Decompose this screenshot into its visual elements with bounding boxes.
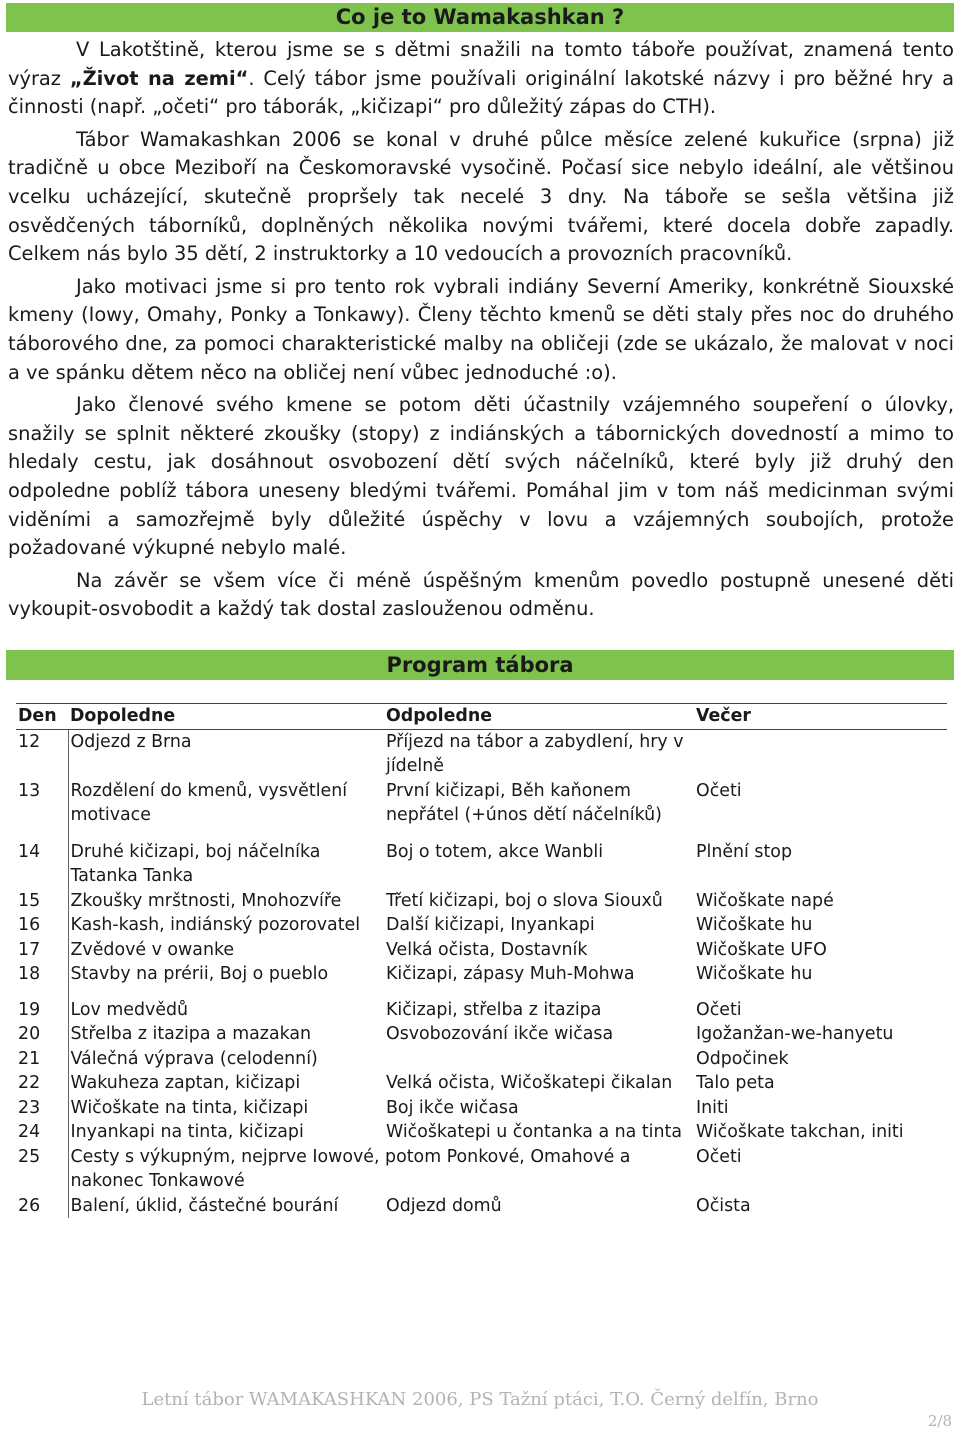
cell-vecer: Initi — [696, 1097, 729, 1118]
table-row — [16, 962, 947, 987]
cell-dopoledne: Cesty s výkupným, nejprve Iowové, potom Ponkové, Omahové a nakonec Tonkawové — [70, 1146, 631, 1191]
header-dopoledne: Dopoledne — [68, 704, 384, 730]
cell-den: 12 — [16, 729, 68, 779]
header-odpoledne: Odpoledne — [384, 704, 694, 730]
table-row — [16, 889, 947, 914]
table-row — [16, 1120, 947, 1145]
table-spacer-row — [16, 828, 947, 840]
page-footer: Letní tábor WAMAKASHKAN 2006, PS Tažní ptáci, T.O. Černý delfín, Brno — [141, 1389, 819, 1410]
cell-vecer: Wičoškate napé — [696, 890, 834, 911]
intro-post: . Celý tábor jsme používali originální lakotské názvy i pro běžné hry a činnosti (např. „očeti“ pro táborák, „kičizapi“ pro důležitý zápas do CTH). — [8, 66, 955, 119]
cell-vecer: Igožanžan-we-hanyetu — [696, 1024, 894, 1044]
cell-vecer: Očeti — [696, 780, 742, 801]
cell-dopoledne: Odjezd z Brna — [70, 731, 192, 752]
table-header-row — [16, 704, 947, 730]
cell-vecer: Wičoškate hu — [696, 915, 813, 935]
program-table — [16, 703, 947, 1218]
paragraph-tribes — [8, 391, 954, 563]
cell-den: 23 — [16, 1096, 68, 1121]
cell-vecer: Očeti — [696, 999, 742, 1020]
cell-dopoledne: Lov medvědů — [70, 999, 189, 1020]
cell-den: 20 — [16, 1022, 68, 1047]
cell-den: 22 — [16, 1071, 68, 1096]
cell-odpoledne: Boj ikče wičasa — [386, 1097, 519, 1118]
cell-dopoledne: Wakuheza zaptan, kičizapi — [70, 1073, 301, 1093]
paragraph-camp-c: Na táboře se sešla většina již osvědčených táborníků, doplněných několika novými tvářemi, které docela dobře zapadly. — [8, 184, 954, 237]
table-row — [16, 1071, 947, 1096]
paragraph-camp-b: Počasí sice nebylo ideální, ale většinou vcelku ucházející, skutečně propršely tak necelé 3 dny. — [8, 156, 954, 208]
paragraph-tribes-b: Pomáhal jim v tom náš medicinman svými viděními a samozřejmě byly důležité úspěchy v lovu a vzájemných soubojích, protože požadované výkupné nebylo malé. — [8, 478, 954, 560]
cell-dopoledne: Střelba z itazipa a mazakan — [70, 1024, 312, 1044]
header-den: Den — [16, 704, 68, 730]
cell-den: 18 — [16, 962, 68, 987]
cell-vecer — [694, 729, 947, 779]
spacer-cell — [68, 828, 947, 840]
cell-den: 25 — [16, 1145, 68, 1194]
table-row — [16, 1022, 947, 1047]
intro-bold: „Život na zemi“ — [69, 66, 249, 90]
cell-vecer: Talo peta — [696, 1073, 775, 1093]
paragraph-motivation: Jako motivaci jsme si pro tento rok vybrali indiány Severní Ameriky, konkrétně Siouxské kmeny (Iowy, Omahy, Ponky a Tonkawy). Členy těchto kmenů se děti staly přes noc do druhého táborového dne, za pomoci charakteristické malby na obličeji (zde se ukázalo, že malovat v noci a ve spánku dětem něco na obličej není vůbec jednoduché :o). — [8, 274, 954, 384]
cell-odpoledne: Velká očista, Dostavník — [386, 939, 588, 960]
cell-dopoledne: Válečná výprava (celodenní) — [70, 1048, 318, 1069]
spacer-cell — [68, 987, 947, 998]
paragraph-ending: Na závěr se všem více či méně úspěšným kmenům povedlo postupně unesené děti vykoupit-osvobodit a každý tak dostal zaslouženou odměnu. — [8, 568, 954, 621]
cell-dopoledne: Inyankapi na tinta, kičizapi — [70, 1122, 304, 1142]
cell-odpoledne: Třetí kičizapi, boj o slova Siouxů — [386, 890, 663, 911]
paragraph-intro — [8, 36, 954, 122]
table-row — [16, 840, 947, 889]
page-number: 2/8 — [927, 1412, 952, 1430]
cell-odpoledne: Velká očista, Wičoškatepi čikalan — [386, 1073, 673, 1093]
cell-odpoledne: Další kičizapi, Inyankapi — [386, 915, 595, 935]
cell-dopoledne: Zkoušky mrštnosti, Mnohozvíře — [70, 890, 342, 911]
cell-den: 21 — [16, 1047, 68, 1072]
cell-odpoledne: Wičoškatepi u čontanka a na tinta — [386, 1122, 683, 1142]
cell-vecer: Odpočinek — [696, 1048, 789, 1069]
cell-den: 16 — [16, 913, 68, 938]
cell-odpoledne: Boj o totem, akce Wanbli — [386, 841, 604, 862]
cell-vecer: Očista — [696, 1195, 751, 1216]
cell-odpoledne: Odjezd domů — [386, 1195, 502, 1216]
paragraph-camp — [8, 126, 954, 269]
cell-dopoledne: Balení, úklid, částečné bourání — [70, 1195, 339, 1216]
spacer-cell — [16, 828, 68, 840]
paragraph-camp-a: Tábor Wamakashkan 2006 se konal v druhé půlce měsíce zelené kukuřice (srpna) již tradičně u obce Meziboří na Českomoravské vysočině. — [8, 127, 954, 180]
intro-text — [8, 36, 954, 628]
spacer-cell — [16, 987, 68, 998]
cell-dopoledne: Rozdělení do kmenů, vysvětlení motivace — [70, 780, 348, 825]
cell-vecer: Wičoškate UFO — [696, 939, 827, 960]
cell-den: 15 — [16, 889, 68, 914]
cell-den: 14 — [16, 840, 68, 889]
table-row — [16, 729, 947, 779]
cell-dopoledne: Wičoškate na tinta, kičizapi — [70, 1097, 309, 1118]
paragraph-tribes-a: Jako členové svého kmene se potom děti účastnily vzájemného soupeření o úlovky, snažily se splnit některé zkoušky (stopy) z indiánských a tábornických dovedností a mimo to hledaly cestu, jak dosáhnout osvobození dětí svých náčelníků, které byly již druhý den odpoledne poblíž tábora uneseny bledými tvářemi. — [8, 393, 954, 502]
cell-odpoledne: Kičizapi, střelba z itazipa — [386, 999, 602, 1020]
table-row — [16, 1194, 947, 1219]
table-row — [16, 1145, 947, 1194]
cell-odpoledne: Kičizapi, zápasy Muh-Mohwa — [386, 964, 635, 984]
cell-vecer: Očeti — [696, 1146, 742, 1167]
cell-den: 13 — [16, 779, 68, 828]
table-row — [16, 1047, 947, 1072]
table-row — [16, 1096, 947, 1121]
cell-dopoledne: Druhé kičizapi, boj náčelníka Tatanka Tanka — [70, 841, 321, 886]
cell-dopoledne: Stavby na prérii, Boj o pueblo — [70, 964, 329, 984]
cell-den: 26 — [16, 1194, 68, 1219]
cell-den: 24 — [16, 1120, 68, 1145]
intro-pre: V Lakotštině, kterou jsme se s dětmi snažili na tomto táboře používat, znamená tento výraz — [8, 38, 954, 90]
cell-odpoledne: Příjezd na tábor a zabydlení, hry v jídelně — [386, 731, 684, 776]
cell-dopoledne: Kash-kash, indiánský pozorovatel — [70, 915, 361, 935]
cell-dopoledne: Zvědové v owanke — [70, 939, 235, 960]
cell-vecer: Plnění stop — [696, 841, 792, 862]
table-spacer-row — [16, 987, 947, 998]
cell-odpoledne: Osvobozování ikče wičasa — [386, 1024, 614, 1044]
table-row — [16, 913, 947, 938]
table-row — [16, 938, 947, 963]
table-row — [16, 998, 947, 1023]
section-heading-program: Program tábora — [6, 650, 954, 680]
table-row — [16, 779, 947, 828]
paragraph-camp-d: Celkem nás bylo 35 dětí, 2 instruktorky a 10 vedoucích a provozních pracovníků. — [8, 242, 793, 266]
cell-den: 17 — [16, 938, 68, 963]
cell-odpoledne: První kičizapi, Běh kaňonem nepřátel (+únos dětí náčelníků) — [386, 780, 662, 825]
cell-den: 19 — [16, 998, 68, 1023]
header-vecer: Večer — [694, 704, 947, 730]
cell-vecer: Wičoškate takchan, initi — [696, 1122, 904, 1142]
section-heading-what-is: Co je to Wamakashkan ? — [6, 3, 954, 32]
cell-vecer: Wičoškate hu — [696, 964, 813, 984]
